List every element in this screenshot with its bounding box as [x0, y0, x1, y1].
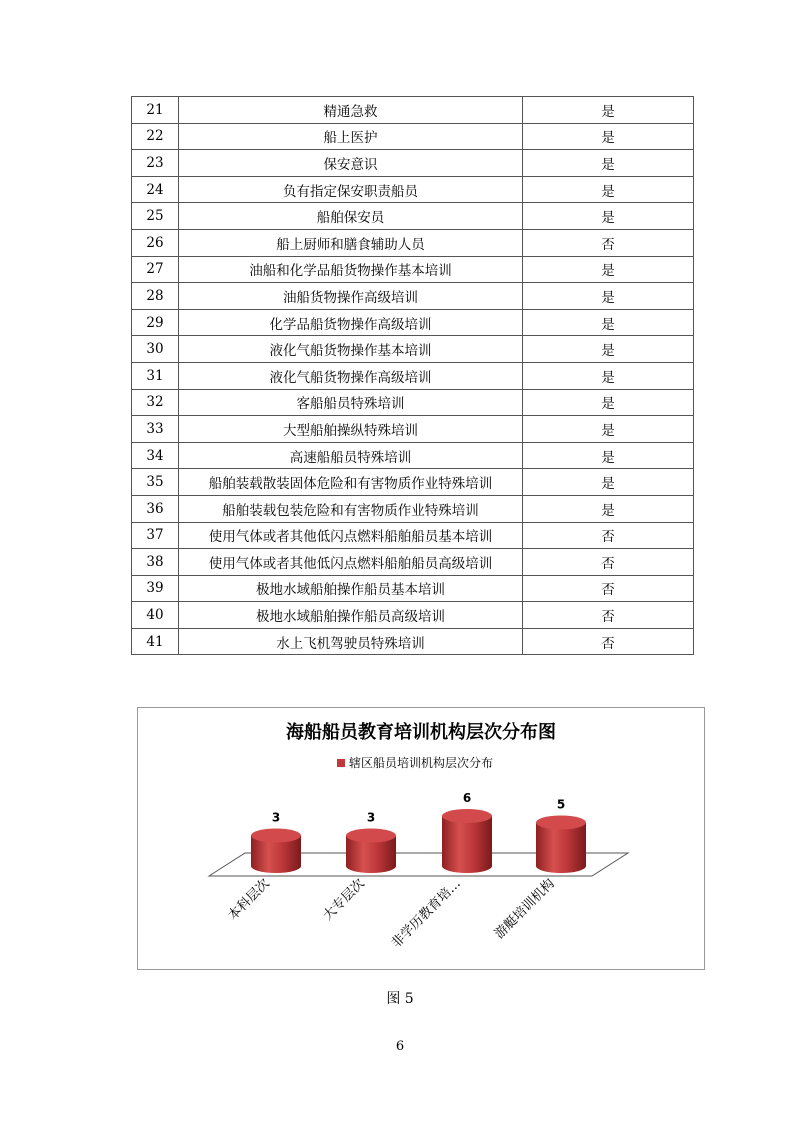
- row-number: 37: [132, 522, 179, 549]
- bar-4: [536, 816, 586, 874]
- bar-body: [442, 816, 492, 873]
- chart-container: [137, 707, 705, 970]
- training-name: 大型船舶操纵特殊培训: [179, 416, 523, 443]
- row-number: 35: [132, 469, 179, 496]
- table-row: [132, 97, 694, 124]
- data-label: 6: [462, 791, 472, 805]
- availability-value: 是: [523, 256, 694, 283]
- row-number: 26: [132, 229, 179, 256]
- table-row: [132, 602, 694, 629]
- bar-top: [536, 816, 586, 830]
- legend-swatch: [337, 759, 345, 767]
- training-name: 船上厨师和膳食辅助人员: [179, 229, 523, 256]
- availability-value: 否: [523, 575, 694, 602]
- category-label: 游艇培训机构: [492, 876, 558, 942]
- table-row: [132, 495, 694, 522]
- availability-value: 是: [523, 309, 694, 336]
- table-row: [132, 416, 694, 443]
- chart-title: 海船船员教育培训机构层次分布图: [286, 722, 556, 743]
- row-number: 24: [132, 176, 179, 203]
- category-label: 本科层次: [225, 876, 273, 924]
- training-name: 使用气体或者其他低闪点燃料船舶船员高级培训: [179, 549, 523, 576]
- data-label: 5: [556, 797, 566, 812]
- table-row: [132, 469, 694, 496]
- training-name: 保安意识: [179, 150, 523, 177]
- training-name: 极地水域船舶操作船员基本培训: [179, 575, 523, 602]
- table-row: [132, 283, 694, 310]
- table-row: [132, 150, 694, 177]
- row-number: 27: [132, 256, 179, 283]
- figure-caption: 图 5: [386, 991, 414, 1007]
- availability-value: 是: [523, 389, 694, 416]
- training-name: 精通急救: [179, 97, 523, 124]
- data-label: 3: [271, 810, 281, 825]
- training-name: 船舶装载包装危险和有害物质作业特殊培训: [179, 495, 523, 522]
- row-number: 36: [132, 495, 179, 522]
- availability-value: 是: [523, 416, 694, 443]
- availability-value: 是: [523, 150, 694, 177]
- row-number: 22: [132, 123, 179, 150]
- training-name: 油船和化学品船货物操作基本培训: [179, 256, 523, 283]
- availability-value: 是: [523, 123, 694, 150]
- bar-top: [251, 829, 301, 843]
- training-table-body: [132, 97, 694, 655]
- bar-top: [346, 829, 396, 843]
- table-row: [132, 389, 694, 416]
- table-row: [132, 549, 694, 576]
- row-number: 31: [132, 362, 179, 389]
- training-name: 使用气体或者其他低闪点燃料船舶船员基本培训: [179, 522, 523, 549]
- availability-value: 否: [523, 602, 694, 629]
- bars-layer: [251, 809, 586, 873]
- row-number: 39: [132, 575, 179, 602]
- bar-1: [251, 829, 301, 874]
- row-number: 38: [132, 549, 179, 576]
- training-name: 船舶保安员: [179, 203, 523, 230]
- training-name: 极地水域船舶操作船员高级培训: [179, 602, 523, 629]
- cylinder-bar-chart: [138, 708, 706, 971]
- availability-value: 否: [523, 628, 694, 655]
- availability-value: 否: [523, 549, 694, 576]
- row-number: 30: [132, 336, 179, 363]
- availability-value: 是: [523, 362, 694, 389]
- row-number: 23: [132, 150, 179, 177]
- table-row: [132, 176, 694, 203]
- bar-3: [442, 809, 492, 873]
- data-label: 3: [366, 810, 376, 825]
- table-row: [132, 123, 694, 150]
- table-row: [132, 442, 694, 469]
- category-label: 大专层次: [320, 876, 368, 924]
- availability-value: 是: [523, 283, 694, 310]
- availability-value: 是: [523, 176, 694, 203]
- row-number: 28: [132, 283, 179, 310]
- row-number: 33: [132, 416, 179, 443]
- row-number: 34: [132, 442, 179, 469]
- availability-value: 是: [523, 495, 694, 522]
- table-row: [132, 229, 694, 256]
- row-number: 32: [132, 389, 179, 416]
- training-name: 客船船员特殊培训: [179, 389, 523, 416]
- table-row: [132, 628, 694, 655]
- availability-value: 是: [523, 442, 694, 469]
- table-row: [132, 575, 694, 602]
- table-row: [132, 256, 694, 283]
- availability-value: 是: [523, 203, 694, 230]
- training-table: [131, 96, 694, 655]
- row-number: 21: [132, 97, 179, 124]
- availability-value: 是: [523, 469, 694, 496]
- availability-value: 否: [523, 229, 694, 256]
- training-name: 高速船船员特殊培训: [179, 442, 523, 469]
- bar-2: [346, 829, 396, 874]
- table-row: [132, 336, 694, 363]
- table-row: [132, 362, 694, 389]
- availability-value: 是: [523, 97, 694, 124]
- table-row: [132, 522, 694, 549]
- legend-label: 辖区船员培训机构层次分布: [349, 756, 494, 770]
- training-name: 船舶装载散装固体危险和有害物质作业特殊培训: [179, 469, 523, 496]
- availability-value: 否: [523, 522, 694, 549]
- training-name: 船上医护: [179, 123, 523, 150]
- row-number: 29: [132, 309, 179, 336]
- table-row: [132, 309, 694, 336]
- table-row: [132, 203, 694, 230]
- page-number: 6: [395, 1039, 405, 1054]
- row-number: 40: [132, 602, 179, 629]
- training-name: 水上飞机驾驶员特殊培训: [179, 628, 523, 655]
- availability-value: 是: [523, 336, 694, 363]
- row-number: 41: [132, 628, 179, 655]
- bar-top: [442, 809, 492, 823]
- training-name: 油船货物操作高级培训: [179, 283, 523, 310]
- bar-body: [536, 823, 586, 874]
- training-name: 负有指定保安职责船员: [179, 176, 523, 203]
- category-label: 非学历教育培…: [388, 876, 464, 952]
- training-name: 液化气船货物操作高级培训: [179, 362, 523, 389]
- training-name: 化学品船货物操作高级培训: [179, 309, 523, 336]
- row-number: 25: [132, 203, 179, 230]
- training-name: 液化气船货物操作基本培训: [179, 336, 523, 363]
